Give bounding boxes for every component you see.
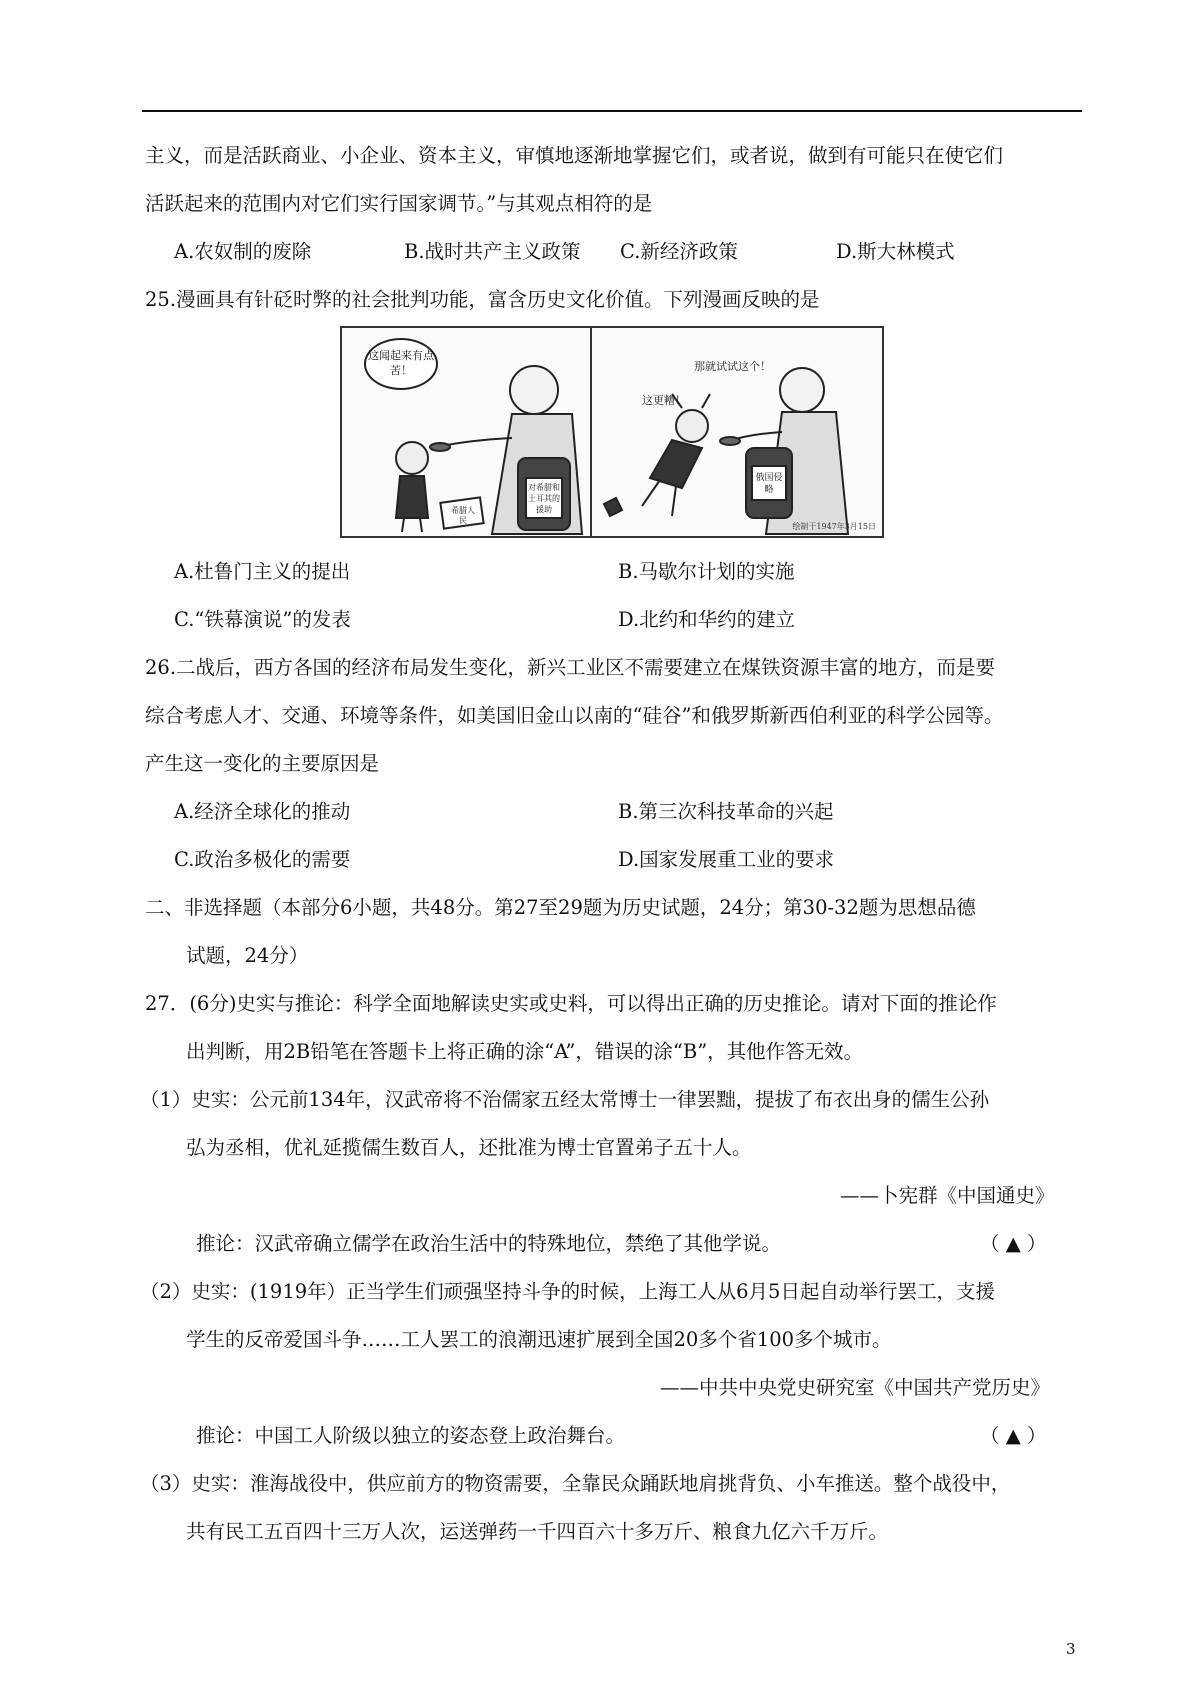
q27-item3-fact-line-2: 共有民工五百四十三万人次，运送弹药一千四百六十多万斤、粮食九亿六千万斤。 — [186, 1520, 889, 1543]
q26-text-line-1: 26.二战后，西方各国的经济布局发生变化，新兴工业区不需要建立在煤铁资源丰富的地方，而是要 — [145, 656, 996, 679]
q27-item2-answer-box: （ ▲ ） — [980, 1424, 1047, 1447]
q24-text-line-2: 活跃起来的范围内对它们实行国家调节。”与其观点相符的是 — [145, 192, 653, 215]
q24-option-a: A.农奴制的废除 — [174, 240, 312, 263]
q27-item1-inference: 推论：汉武帝确立儒学在政治生活中的特殊地位，禁绝了其他学说。 — [196, 1232, 782, 1255]
q25-option-d: D.北约和华约的建立 — [618, 608, 796, 631]
q25-stem: 25.漫画具有针砭时弊的社会批判功能，富含历史文化价值。下列漫画反映的是 — [145, 288, 820, 311]
q26-option-a: A.经济全球化的推动 — [174, 800, 351, 823]
q26-option-b: B.第三次科技革命的兴起 — [618, 800, 834, 823]
section2-heading-line-2: 试题，24分） — [186, 944, 309, 967]
q27-item2-fact-line-1: （2）史实：(1919年）正当学生们顽强坚持斗争的时候，上海工人从6月5日起自动举行罢工，支援 — [140, 1280, 995, 1303]
cartoon-caption: 绘制于1947年3月15日 — [792, 522, 876, 531]
q27-intro-line-1: 27．(6分)史实与推论：科学全面地解读史实或史料，可以得出正确的历史推论。请对下面的推论作 — [145, 992, 997, 1015]
page-number: 3 — [1066, 1640, 1076, 1658]
q27-item1-source: ——卜宪群《中国通史》 — [840, 1184, 1055, 1207]
left-bottle-label: 对希腊和土耳其的援助 — [528, 483, 560, 514]
q24-option-b: B.战时共产主义政策 — [404, 240, 581, 263]
q25-option-b: B.马歇尔计划的实施 — [618, 560, 795, 583]
q24-option-c: C.新经济政策 — [620, 240, 738, 263]
q24-option-d: D.斯大林模式 — [836, 240, 955, 263]
right-bottle-label: 俄国侵略 — [755, 473, 783, 495]
q27-item3-fact-line-1: （3）史实：淮海战役中，供应前方的物资需要，全靠民众踊跃地肩挑背负、小车推送。整个战役中， — [140, 1472, 1011, 1495]
q26-option-c: C.政治多极化的需要 — [174, 848, 351, 871]
right-panel-figures — [604, 368, 848, 534]
q27-item2-inference: 推论：中国工人阶级以独立的姿态登上政治舞台。 — [196, 1424, 626, 1447]
q25-option-c: C.“铁幕演说”的发表 — [174, 608, 351, 631]
left-paper-label: 希腊人民 — [451, 506, 475, 525]
header-rule — [142, 110, 1082, 112]
q27-item2-fact-line-2: 学生的反帝爱国斗争……工人罢工的浪潮迅速扩展到全国20多个省100多个城市。 — [186, 1328, 892, 1351]
q27-item1-fact-line-2: 弘为丞相，优礼延揽儒生数百人，还批准为博士官置弟子五十人。 — [186, 1136, 752, 1159]
section2-heading-line-1: 二、非选择题（本部分6小题，共48分。第27至29题为历史试题，24分；第30-32题为思想品德 — [145, 896, 976, 919]
q24-text-line-1: 主义，而是活跃商业、小企业、资本主义，审慎地逐渐地掌握它们，或者说，做到有可能只在使它们 — [145, 144, 1004, 167]
q25-cartoon — [340, 326, 884, 538]
left-speech-bubble: 这闻起来有点苦！ — [364, 338, 438, 390]
right-speech-2: 这更糟！ — [642, 394, 686, 407]
q27-item1-answer-box: （ ▲ ） — [980, 1232, 1047, 1255]
q27-item1-fact-line-1: （1）史实：公元前134年，汉武帝将不治儒家五经太常博士一律罢黜，提拔了布衣出身的儒生公孙 — [140, 1088, 990, 1111]
q27-intro-line-2: 出判断，用2B铅笔在答题卡上将正确的涂“A”，错误的涂“B”，其他作答无效。 — [186, 1040, 864, 1063]
q26-option-d: D.国家发展重工业的要求 — [618, 848, 835, 871]
q26-text-line-3: 产生这一变化的主要原因是 — [145, 752, 380, 775]
q27-item2-source: ——中共中央党史研究室《中国共产党历史》 — [660, 1376, 1051, 1399]
q25-option-a: A.杜鲁门主义的提出 — [174, 560, 351, 583]
right-speech-1: 那就试试这个！ — [694, 360, 771, 373]
panel-divider — [590, 328, 592, 536]
q26-text-line-2: 综合考虑人才、交通、环境等条件，如美国旧金山以南的“硅谷”和俄罗斯新西伯利亚的科学公园等。 — [145, 704, 1004, 727]
